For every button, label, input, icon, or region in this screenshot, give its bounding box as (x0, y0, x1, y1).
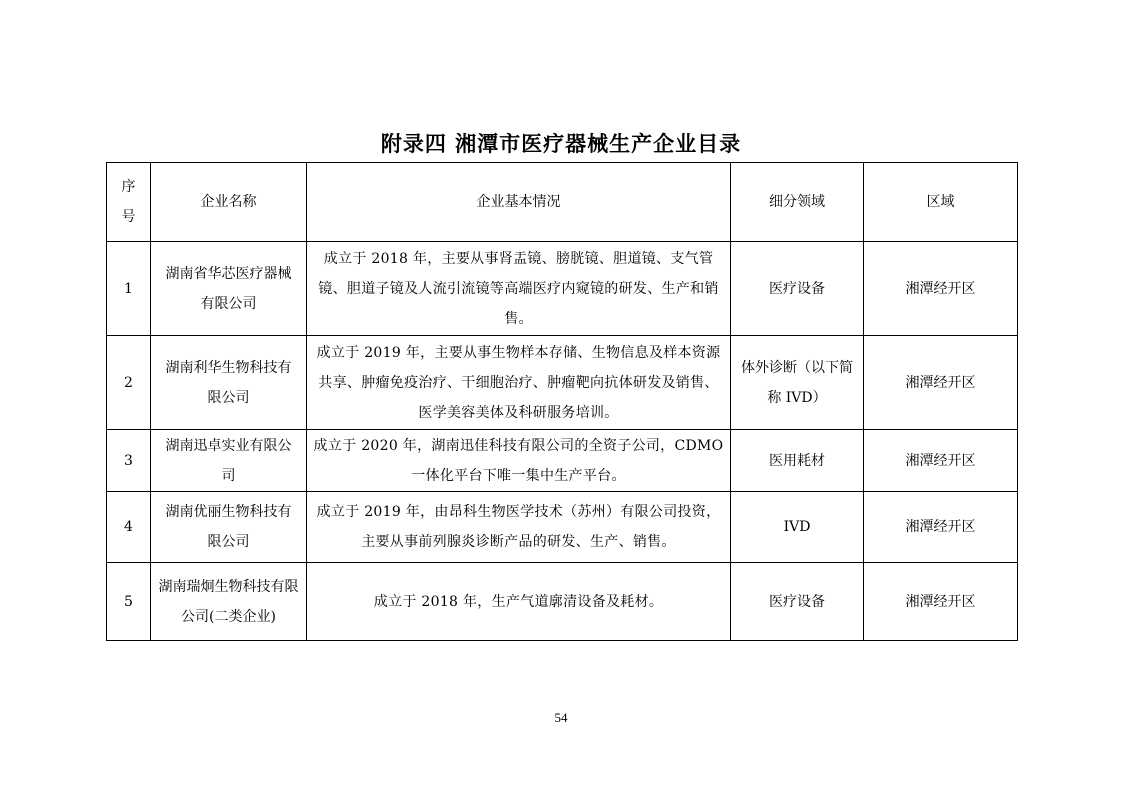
row-seq: 2 (107, 336, 151, 430)
row-company-name: 湖南优丽生物科技有限公司 (151, 492, 307, 563)
table-row (107, 430, 1018, 492)
row-company-info: 成立于 2019 年，主要从事生物样本存储、生物信息及样本资源共享、肿瘤免疫治疗、干细胞治疗、肿瘤靶向抗体研发及销售、医学美容美体及科研服务培训。 (307, 336, 731, 430)
row-company-info: 成立于 2018 年，主要从事肾盂镜、膀胱镜、胆道镜、支气管镜、胆道子镜及人流引流镜等高端医疗内窥镜的研发、生产和销售。 (307, 242, 731, 336)
header-info: 企业基本情况 (307, 163, 731, 242)
page-title: 附录四 湘潭市医疗器械生产企业目录 (380, 132, 742, 156)
row-seq: 1 (107, 242, 151, 336)
row-company-info: 成立于 2018 年，生产气道廓清设备及耗材。 (307, 563, 731, 641)
table-row (107, 242, 1018, 336)
row-field: 医用耗材 (731, 430, 864, 492)
table-row (107, 563, 1018, 641)
table-header-row (107, 163, 1018, 242)
row-company-name: 湖南迅卓实业有限公司 (151, 430, 307, 492)
page-number: 54 (554, 710, 568, 725)
row-area: 湘潭经开区 (864, 430, 1018, 492)
header-seq-line1: 序 (121, 179, 136, 195)
row-field: 医疗设备 (731, 242, 864, 336)
header-area: 区域 (864, 163, 1018, 242)
row-company-name: 湖南利华生物科技有限公司 (151, 336, 307, 430)
row-area: 湘潭经开区 (864, 242, 1018, 336)
row-company-info: 成立于 2020 年，湖南迅佳科技有限公司的全资子公司，CDMO 一体化平台下唯一集中生产平台。 (307, 430, 731, 492)
row-company-name: 湖南省华芯医疗器械有限公司 (151, 242, 307, 336)
header-name: 企业名称 (151, 163, 307, 242)
enterprise-directory-table (106, 162, 1018, 641)
row-seq: 5 (107, 563, 151, 641)
row-seq: 3 (107, 430, 151, 492)
table-row (107, 492, 1018, 563)
row-area: 湘潭经开区 (864, 336, 1018, 430)
header-seq-line2: 号 (121, 209, 136, 225)
row-company-info: 成立于 2019 年，由昂科生物医学技术（苏州）有限公司投资，主要从事前列腺炎诊断产品的研发、生产、销售。 (307, 492, 731, 563)
table-row (107, 336, 1018, 430)
header-field: 细分领域 (731, 163, 864, 242)
row-field: 医疗设备 (731, 563, 864, 641)
row-company-name: 湖南瑞炯生物科技有限公司(二类企业) (151, 563, 307, 641)
row-area: 湘潭经开区 (864, 563, 1018, 641)
header-seq (107, 163, 151, 242)
row-area: 湘潭经开区 (864, 492, 1018, 563)
row-seq: 4 (107, 492, 151, 563)
row-field: 体外诊断（以下简称 IVD） (731, 336, 864, 430)
row-field: IVD (731, 492, 864, 563)
